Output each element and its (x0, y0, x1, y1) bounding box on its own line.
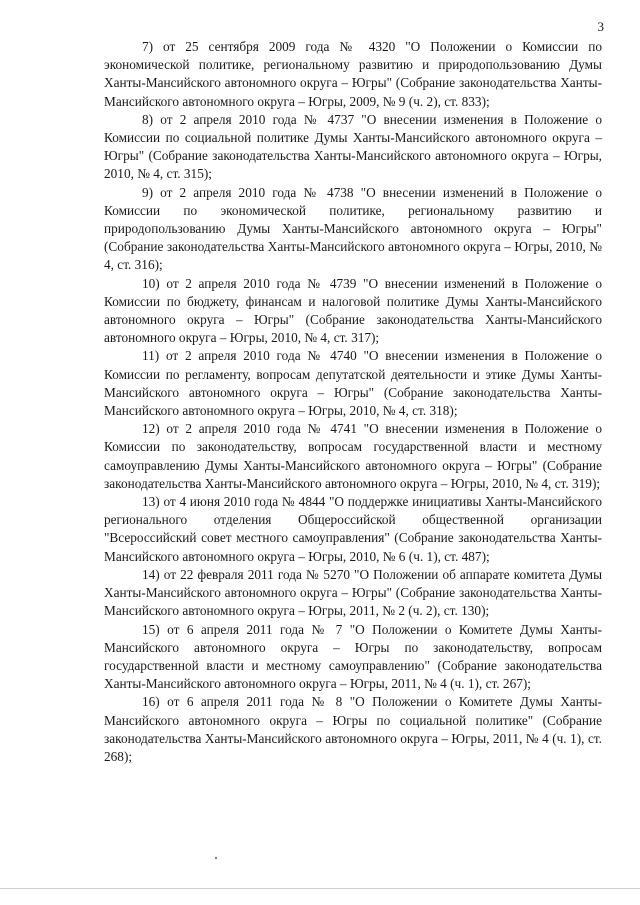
list-item: 9) от 2 апреля 2010 года № 4738 "О внесении изменений в Положение о Комиссии по экономической политике, региональному развитию и природопользованию Думы Ханты-Мансийского автономного округа – Югры" (Собрание законодательства Ханты-Мансийского автономного округа – Югры, 2010, № 4, ст. 316); (104, 184, 602, 273)
page-edge-rule (0, 888, 640, 889)
list-item: 12) от 2 апреля 2010 года № 4741 "О внесении изменения в Положение о Комиссии по законодательству, вопросам государственной власти и местному самоуправлению Думы Ханты-Мансийского автономного округа – Югры" (Собрание законодательства Ханты-Мансийского автономного округа – Югры, 2010, № 4, ст. 319); (104, 421, 602, 491)
list-item: 13) от 4 июня 2010 года № 4844 "О поддержке инициативы Ханты-Мансийского регионального отделения Общероссийской общественной организации "Всероссийский совет местного самоуправления" (Собрание законодательства Ханты-Мансийского автономного округа – Югры, 2010, № 6 (ч. 1), ст. 487); (104, 494, 602, 564)
scan-artifact (215, 857, 217, 859)
list-item: 11) от 2 апреля 2010 года № 4740 "О внесении изменения в Положение о Комиссии по регламенту, вопросам депутатской деятельности и этике Думы Ханты-Мансийского автономного округа – Югры" (Собрание законодательства Ханты-Мансийского автономного округа – Югры, 2010, № 4, ст. 318); (104, 348, 602, 419)
page-number: 3 (597, 19, 604, 34)
document-body (104, 38, 602, 766)
list-item: 15) от 6 апреля 2011 года № 7 "О Положении о Комитете Думы Ханты-Мансийского автономного округа – Югры по законодательству, вопросам государственной власти и местному самоуправлению" (Собрание законодательства Ханты-Мансийского автономного округа – Югры, 2011, № 4 (ч. 1), ст. 267); (104, 621, 602, 692)
list-item: 8) от 2 апреля 2010 года № 4737 "О внесении изменения в Положение о Комиссии по социальной политике Думы Ханты-Мансийского автономного округа – Югры" (Собрание законодательства Ханты-Мансийского автономного округа – Югры, 2010, № 4, ст. 315); (104, 111, 602, 182)
list-item: 7) от 25 сентября 2009 года № 4320 "О Положении о Комиссии по экономической политике, региональному развитию и природопользованию Думы Ханты-Мансийского автономного округа – Югры" (Собрание законодательства Ханты-Мансийского автономного округа – Югры, 2009, № 9 (ч. 2), ст. 833); (104, 39, 602, 109)
list-item: 16) от 6 апреля 2011 года № 8 "О Положении о Комитете Думы Ханты-Мансийского автономного округа – Югры по социальной политике" (Собрание законодательства Ханты-Мансийского автономного округа – Югры, 2011, № 4 (ч. 1), ст. 268); (104, 694, 602, 764)
list-item: 10) от 2 апреля 2010 года № 4739 "О внесении изменений в Положение о Комиссии по бюджету, финансам и налоговой политике Думы Ханты-Мансийского автономного округа – Югры" (Собрание законодательства Ханты-Мансийского автономного округа – Югры, 2010, № 4, ст. 317); (104, 275, 602, 346)
list-item: 14) от 22 февраля 2011 года № 5270 "О Положении об аппарате комитета Думы Ханты-Мансийского автономного округа – Югры" (Собрание законодательства Ханты-Мансийского автономного округа – Югры, 2011, № 2 (ч. 2), ст. 130); (104, 566, 602, 619)
